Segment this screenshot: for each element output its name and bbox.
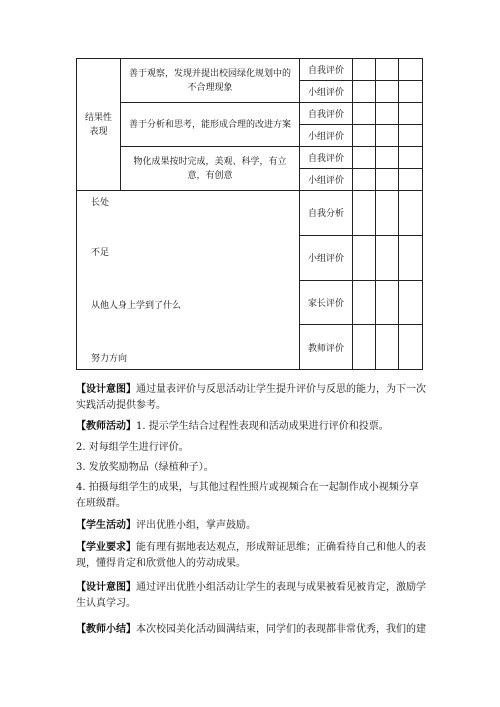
score-cell <box>376 280 399 325</box>
score-cell <box>399 81 423 103</box>
paragraph-text: 通过量表评价与反思活动让学生提升评价与反思的能力，为下一次实践活动提供参考。 <box>76 384 426 411</box>
paragraph-text: 本次校园美化活动圆满结束，同学们的表现都非常优秀，我们的建 <box>136 624 426 635</box>
score-cell <box>376 191 399 236</box>
score-cell <box>399 59 423 81</box>
score-cell <box>399 325 423 370</box>
category-cell <box>77 59 121 191</box>
score-cell <box>353 59 376 81</box>
category-label: 结果性表现 <box>84 112 112 137</box>
criteria-cell: 善于观察，发现并提出校园绿化规划中的不合理现象 <box>121 59 300 103</box>
paragraph <box>76 540 428 572</box>
paragraph <box>76 480 428 512</box>
score-cell <box>353 147 376 169</box>
table-row <box>77 147 423 169</box>
reflection-learned: 从他人身上学到了什么 <box>91 301 182 311</box>
paragraph <box>76 580 428 612</box>
score-cell <box>353 280 376 325</box>
eval-type-cell: 小组评价 <box>300 125 353 147</box>
score-cell <box>376 235 399 280</box>
evaluation-table <box>76 58 423 370</box>
score-cell <box>376 147 399 169</box>
eval-type-cell: 自我评价 <box>300 147 353 169</box>
score-cell <box>376 59 399 81</box>
section-tag: 【教师活动】 <box>76 421 136 432</box>
paragraph <box>76 518 428 534</box>
paragraph-text: 能有理有据地表达观点，形成辩证思维；正确看待自己和他人的表现，懂得肯定和欣赏他人的劳动成果。 <box>76 542 426 569</box>
score-cell <box>376 169 399 191</box>
paragraph-text: 2. 对每组学生进行评价。 <box>76 442 189 453</box>
reflection-strengths: 长处 <box>91 198 110 208</box>
criteria-cell: 善于分析和思考，能形成合理的改进方案 <box>121 103 300 147</box>
score-cell <box>353 191 376 236</box>
table-row <box>77 59 423 81</box>
paragraph <box>76 419 428 435</box>
eval-type-cell: 小组评价 <box>300 235 353 280</box>
section-tag: 【学业要求】 <box>76 542 136 553</box>
score-cell <box>376 125 399 147</box>
eval-type-cell: 家长评价 <box>300 280 353 325</box>
score-cell <box>399 235 423 280</box>
paragraph-text: 1. 提示学生结合过程性表现和活动成果进行评价和投票。 <box>136 421 389 432</box>
score-cell <box>376 81 399 103</box>
section-tag: 【设计意图】 <box>76 582 136 593</box>
paragraph <box>76 622 428 638</box>
eval-type-cell: 小组评价 <box>300 169 353 191</box>
score-cell <box>399 125 423 147</box>
paragraph <box>76 460 428 476</box>
reflection-cell <box>77 191 300 370</box>
table-row <box>77 103 423 125</box>
paragraph <box>76 382 428 414</box>
score-cell <box>353 235 376 280</box>
paragraph-text: 评出优胜小组，掌声鼓励。 <box>136 520 256 531</box>
score-cell <box>353 325 376 370</box>
eval-type-cell: 自我评价 <box>300 59 353 81</box>
reflection-weaknesses: 不足 <box>91 248 110 258</box>
score-cell <box>376 325 399 370</box>
section-tag: 【教师小结】 <box>76 624 136 635</box>
paragraph-text: 3. 发放奖励物品（绿植种子）。 <box>76 462 214 473</box>
criteria-cell: 物化成果按时完成，美观、科学，有立意，有创意 <box>121 147 300 191</box>
section-tag: 【学生活动】 <box>76 520 136 531</box>
eval-type-cell: 教师评价 <box>300 325 353 370</box>
score-cell <box>353 169 376 191</box>
score-cell <box>399 191 423 236</box>
score-cell <box>399 147 423 169</box>
score-cell <box>376 103 399 125</box>
reflection-direction: 努力方向 <box>91 354 128 364</box>
eval-type-cell: 小组评价 <box>300 81 353 103</box>
score-cell <box>353 103 376 125</box>
paragraph-text: 通过评出优胜小组活动让学生的表现与成果被看见被肯定，激励学生认真学习。 <box>76 582 426 609</box>
eval-type-cell: 自我分析 <box>300 191 353 236</box>
paragraph-text: 4. 拍摄每组学生的成果，与其他过程性照片或视频合在一起制作成小视频分享在班级群。 <box>76 482 419 509</box>
section-tag: 【设计意图】 <box>76 384 136 395</box>
paragraph <box>76 440 428 456</box>
score-cell <box>353 81 376 103</box>
table-row <box>77 191 423 236</box>
score-cell <box>353 125 376 147</box>
score-cell <box>399 280 423 325</box>
score-cell <box>399 103 423 125</box>
eval-type-cell: 自我评价 <box>300 103 353 125</box>
score-cell <box>399 169 423 191</box>
